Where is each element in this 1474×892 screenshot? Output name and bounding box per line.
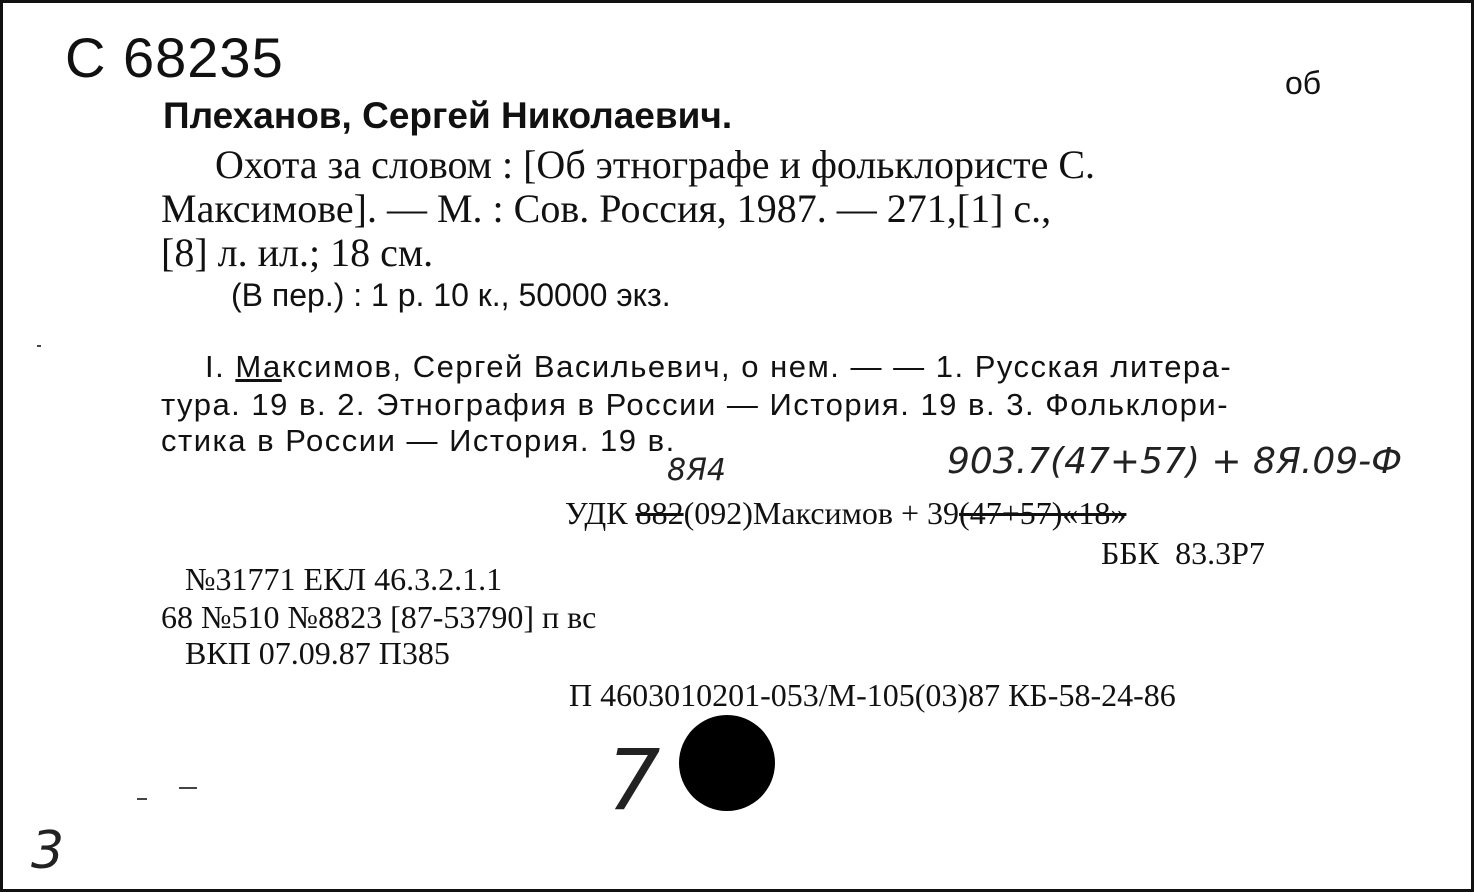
subject-notes-line: тура. 19 в. 2. Этнография в России — История. 19 в. 3. Фольклори- [161,387,1230,422]
punch-hole [679,715,775,811]
stray-mark [137,798,147,800]
udk-struck-code: 882 [635,495,684,531]
author-heading: Плеханов, Сергей Николаевич. [163,95,733,136]
description-line: Максимове]. — М. : Сов. Россия, 1987. — 271,[1] с., [161,186,1052,231]
registration-line: №31771 ЕКЛ 46.3.2.1.1 [161,561,503,597]
notes-rest: ксимов, Сергей Васильевич, о нем. — — 1. Русская литера- [281,349,1233,384]
corner-mark: об [1285,65,1322,101]
subject-notes-line [205,349,1232,385]
description-line: Охота за словом : [Об этнографе и фольклористе С. [215,142,1096,187]
registration-line: 68 №510 №8823 [87-53790] п вс [161,599,597,635]
handwritten-classification: 903.7(47+57) + 8Я.09-Ф [947,441,1403,482]
price-line: (В пер.) : 1 р. 10 к., 50000 экз. [231,277,671,313]
handwritten-three: 3 [31,821,65,881]
udk-struck-tail: (47+57)«18» [959,495,1127,531]
registration-line: ВКП 07.09.87 П385 [161,635,450,671]
udk-line [565,495,1126,532]
handwritten-seven: 7 [607,731,661,829]
notes-prefix: I. [205,349,236,384]
udk-label: УДК [565,495,636,531]
stray-mark [179,787,197,789]
bbk-line: ББК 83.3Р7 [1101,535,1265,571]
subject-notes-line: стика в России — История. 19 в. [161,423,676,458]
description-line: [8] л. ил.; 18 см. [161,230,434,275]
notes-underlined: Ма [235,349,282,384]
handwritten-udk-correction: 8Я4 [667,453,727,488]
udk-middle: (092)Максимов + 39 [683,495,960,531]
call-number: С 68235 [65,26,284,89]
stray-mark [37,345,41,347]
publisher-code-line: П 4603010201-053/М-105(03)87 КБ-58-24-86 [569,677,1176,713]
